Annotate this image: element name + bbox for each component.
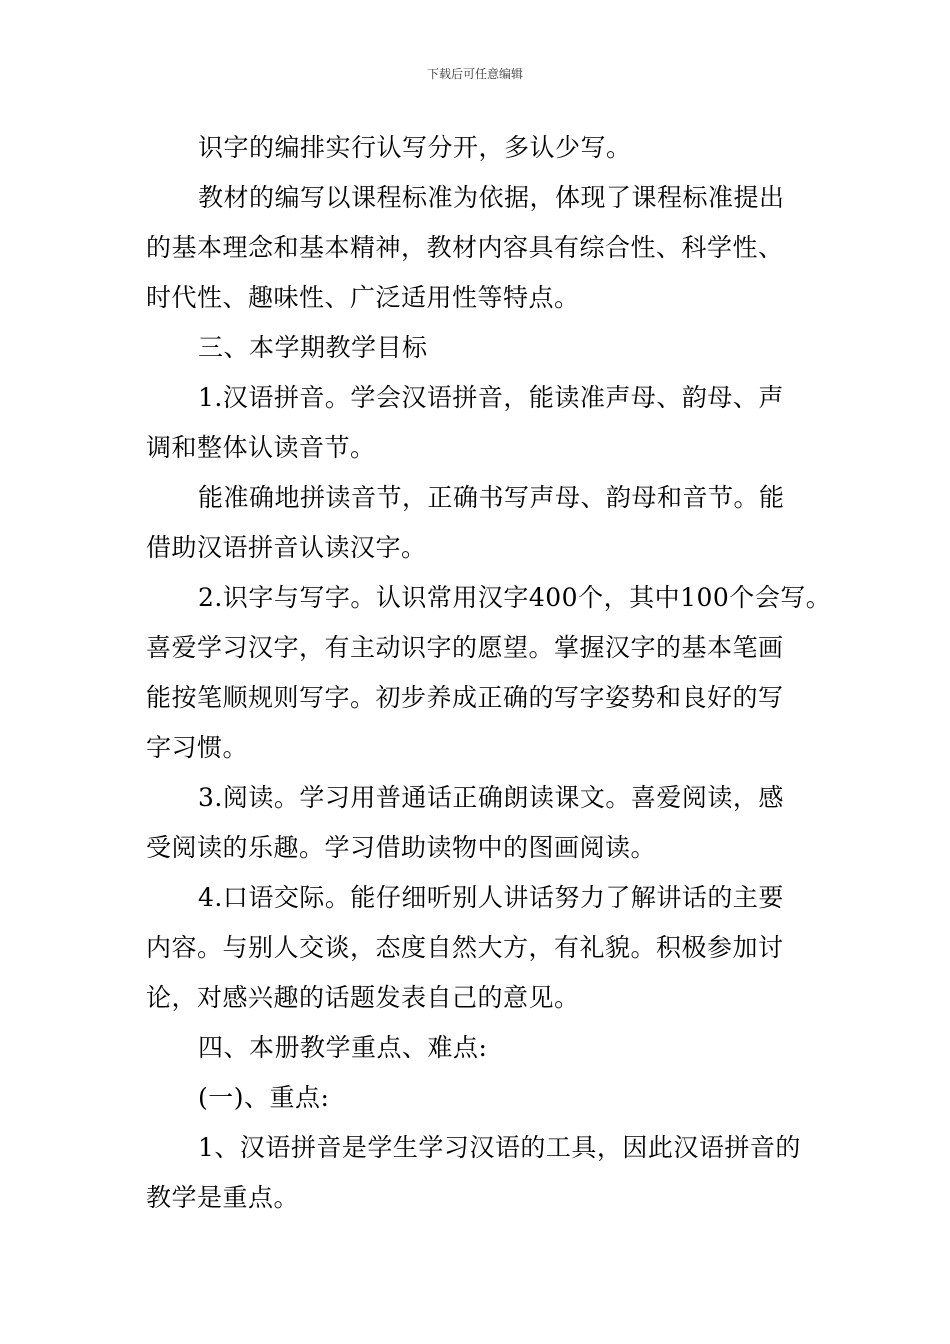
paragraph-line: 受阅读的乐趣。学习借助读物中的图画阅读。 (146, 833, 657, 862)
paragraph-line: 4.口语交际。能仔细听别人讲话努力了解讲话的主要 (198, 883, 784, 912)
paragraph-line: 3.阅读。学习用普通话正确朗读课文。喜爱阅读，感 (198, 783, 784, 812)
paragraph-line: 识字的编排实行认写分开，多认少写。 (198, 133, 632, 162)
paragraph-line: 论，对感兴趣的话题发表自己的意见。 (146, 983, 580, 1012)
paragraph-line: 2.识字与写字。认识常用汉字400个，其中100个会写。 (198, 583, 832, 612)
paragraph-line: 能按笔顺规则写字。初步养成正确的写字姿势和良好的写 (146, 683, 784, 712)
paragraph-line: 能准确地拼读音节，正确书写声母、韵母和音节。能 (198, 483, 785, 512)
section-heading: 三、本学期教学目标 (198, 333, 428, 362)
document-body (146, 123, 832, 1223)
paragraph-line: 的基本理念和基本精神，教材内容具有综合性、科学性、 (146, 233, 784, 262)
header-note: 下载后可任意编辑 (426, 67, 523, 81)
paragraph-line: 1.汉语拼音。学会汉语拼音，能读准声母、韵母、声 (198, 383, 784, 412)
paragraph-line: 借助汉语拼音认读汉字。 (146, 533, 427, 562)
paragraph-line: 字习惯。 (146, 733, 249, 762)
paragraph-line: 内容。与别人交谈，态度自然大方，有礼貌。积极参加讨 (146, 933, 784, 962)
section-heading: 四、本册教学重点、难点: (198, 1033, 488, 1062)
subsection-heading: (一)、重点: (198, 1083, 330, 1112)
paragraph-line: 教学是重点。 (146, 1183, 300, 1212)
paragraph-line: 教材的编写以课程标准为依据，体现了课程标准提出 (198, 183, 785, 212)
paragraph-line: 1、汉语拼音是学生学习汉语的工具，因此汉语拼音的 (198, 1133, 801, 1162)
paragraph-line: 调和整体认读音节。 (146, 433, 376, 462)
paragraph-line: 喜爱学习汉字，有主动识字的愿望。掌握汉字的基本笔画 (146, 633, 784, 662)
paragraph-line: 时代性、趣味性、广泛适用性等特点。 (146, 283, 580, 312)
